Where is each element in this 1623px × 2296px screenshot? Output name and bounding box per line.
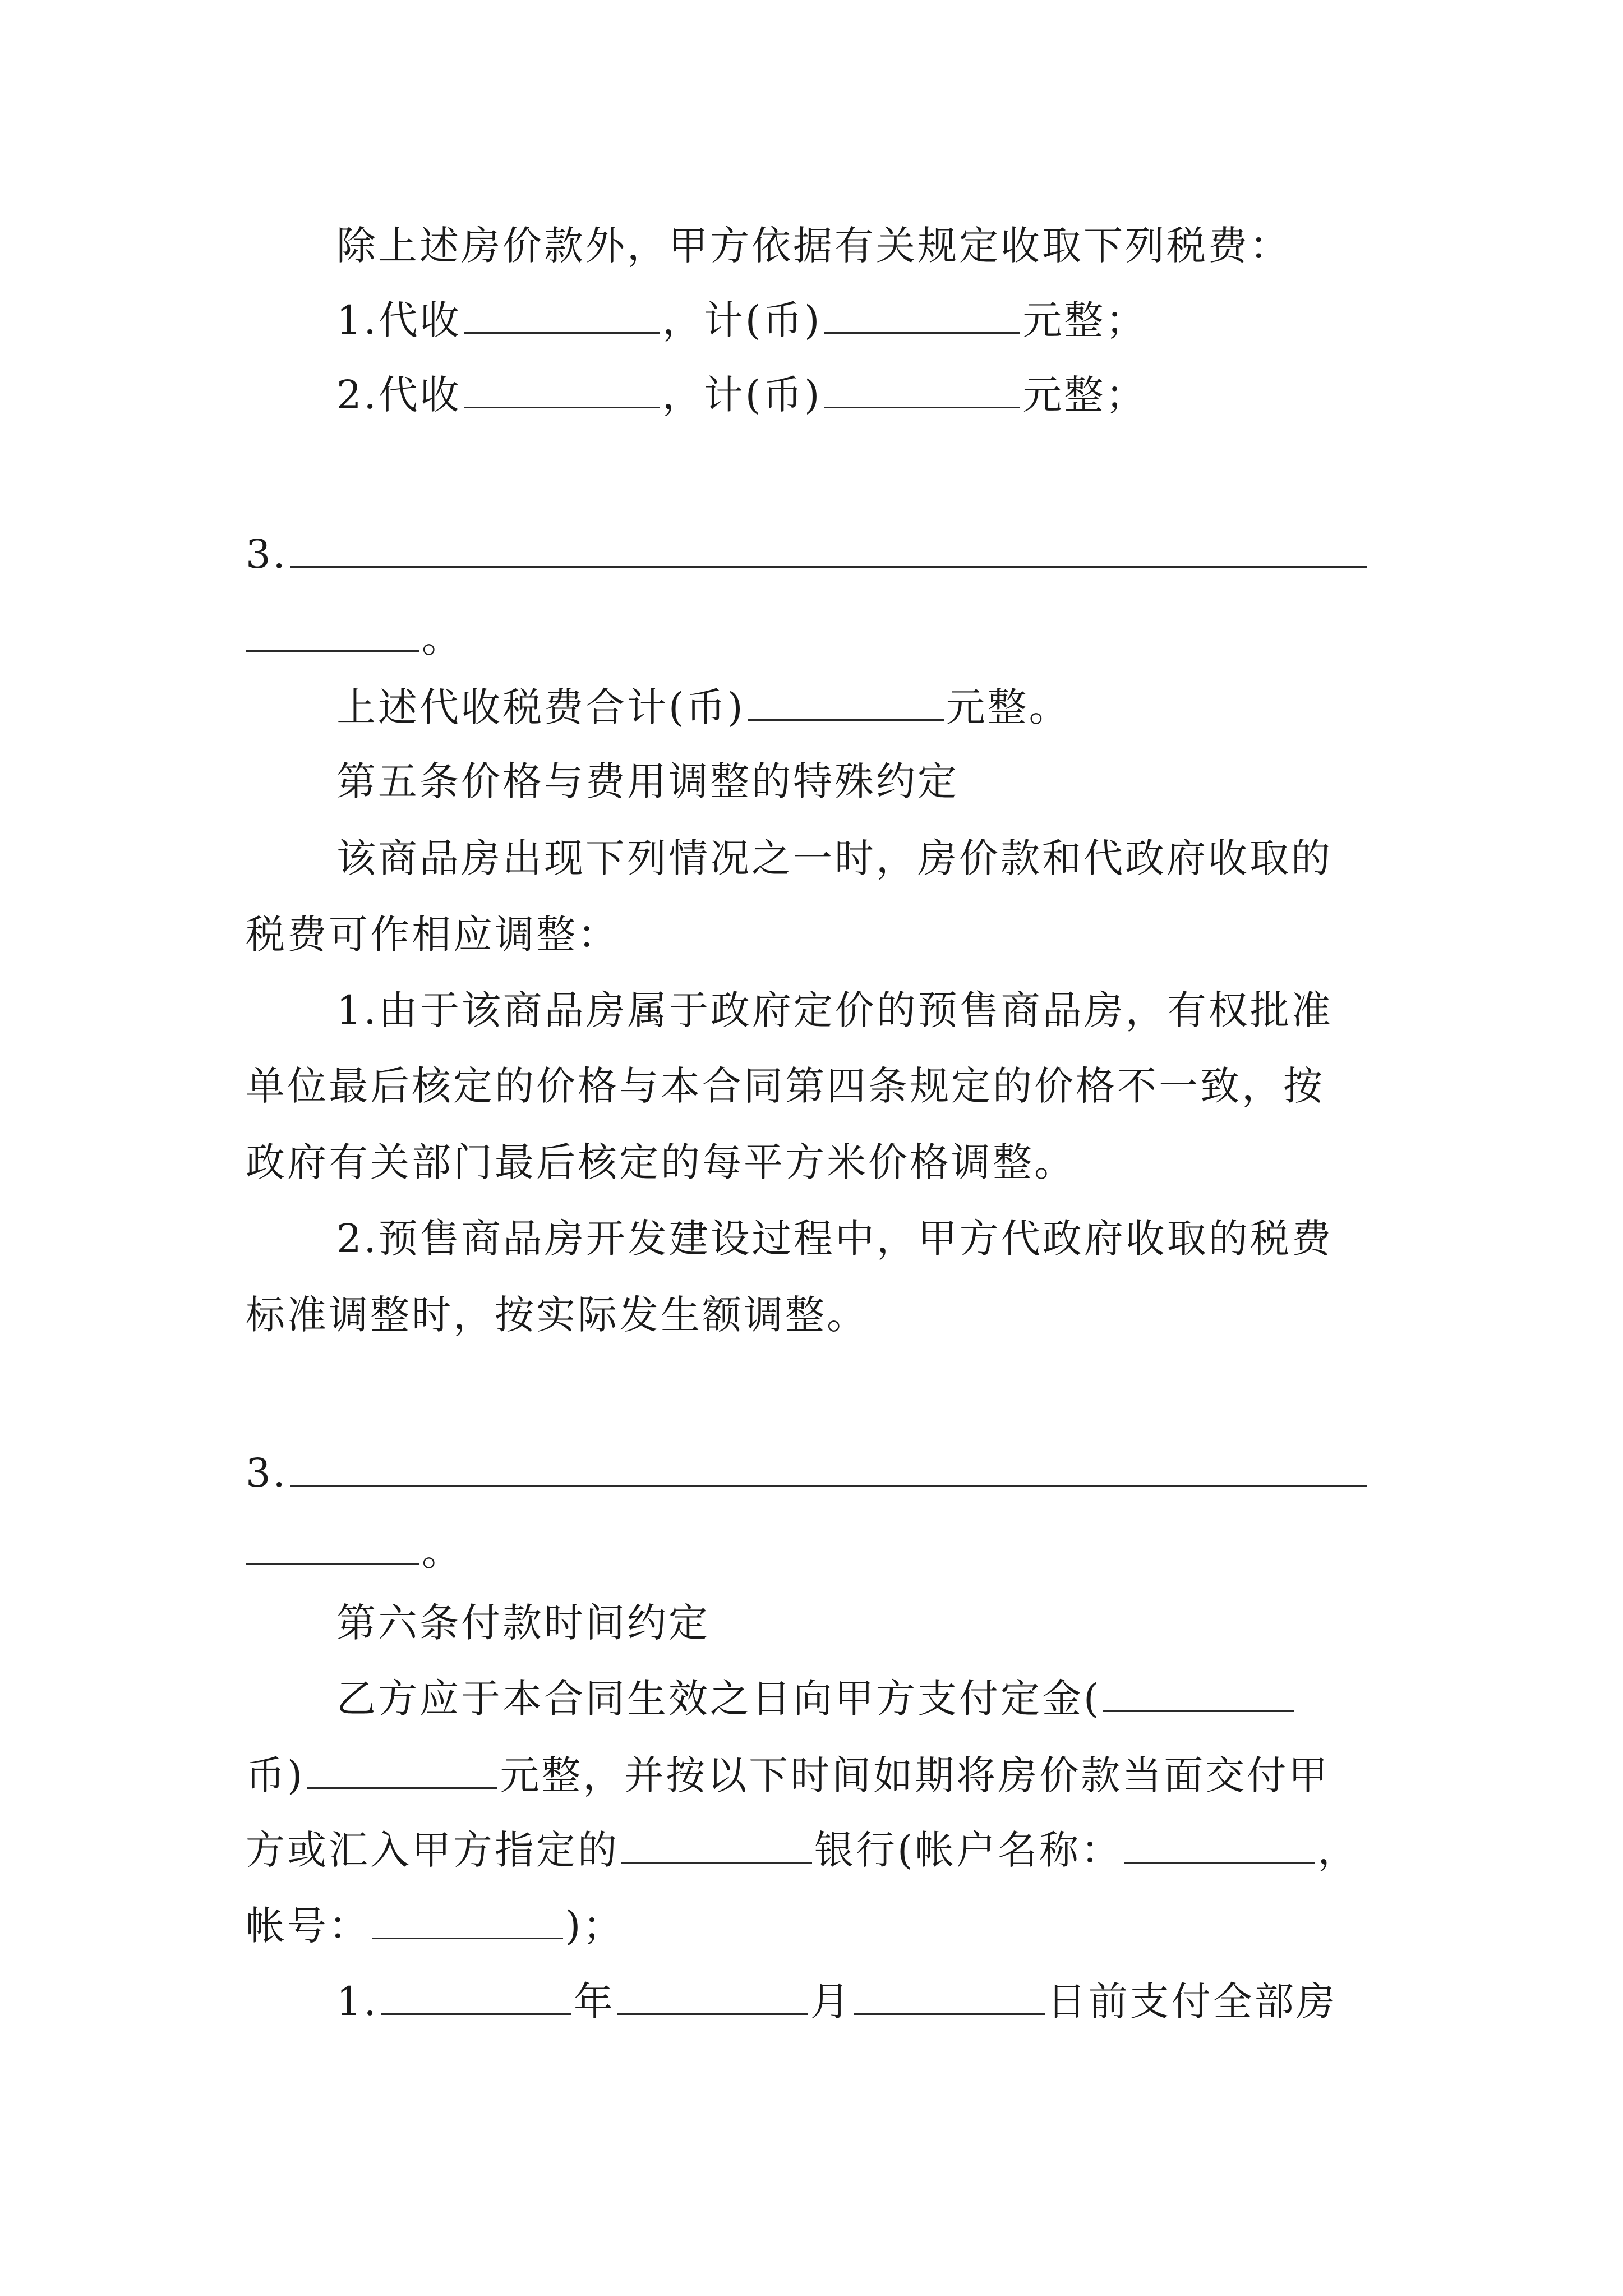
article5-item1-text-3: 政府有关部门最后核定的每平方米价格调整。: [246, 1139, 1076, 1185]
article5-item3: [246, 1446, 1369, 1500]
article6-p1-text-3a: 方或汇入甲方指定的: [246, 1827, 619, 1873]
article5-item2-line-2: [246, 1288, 868, 1342]
article5-item1-line-3: [246, 1135, 1076, 1189]
article5-item3-continued: [246, 1525, 463, 1579]
tax-item-3-blank-2: [246, 618, 419, 652]
article5-item1-text-2: 单位最后核定的价格与本合同第四条规定的价格不一致，按: [246, 1063, 1325, 1109]
article5-title-text: 第五条价格与费用调整的特殊约定: [336, 758, 959, 804]
article6-p1-text-2a: 币): [246, 1752, 305, 1798]
tax-item-2-prefix: 2.代收: [336, 372, 462, 418]
tax-item-1-suffix: 元整；: [1022, 297, 1147, 343]
article6-p1-text-3c: ，: [1317, 1827, 1359, 1873]
tax-item-3-prefix: 3.: [246, 531, 288, 577]
tax-item-3-blank: [290, 533, 1367, 568]
tax-item-2-suffix: 元整；: [1022, 372, 1147, 418]
article6-title-text: 第六条付款时间约定: [336, 1600, 710, 1646]
tax-item-1-name-blank: [464, 300, 660, 334]
article5-item1-line-2: [246, 1059, 1325, 1113]
article5-item2-text-1: 2.预售商品房开发建设过程中，甲方代政府收取的税费: [336, 1216, 1333, 1262]
article5-title: [336, 754, 959, 808]
article6-title: [336, 1596, 710, 1650]
article5-intro-text-2: 税费可作相应调整：: [246, 912, 619, 958]
article5-item2-line-1: [336, 1212, 1333, 1266]
article6-p1-text-1: 乙方应于本合同生效之日向甲方支付定金(: [336, 1676, 1101, 1722]
article5-item3-blank-2: [246, 1531, 419, 1565]
tax-total: [336, 680, 1071, 734]
tax-item-3-continued: [246, 611, 463, 665]
tax-item-2-mid: ，计(币): [662, 372, 822, 418]
tax-item-3: [246, 527, 1369, 581]
article5-intro-text-1: 该商品房出现下列情况之一时，房价款和代政府收取的: [336, 835, 1332, 881]
tax-item-2-amount-blank: [824, 374, 1020, 408]
deposit-currency-blank: [1103, 1678, 1294, 1712]
article6-p1-text-4a: 帐号：: [246, 1903, 370, 1949]
article6-p1-text-4b: )；: [565, 1903, 625, 1949]
article5-item3-prefix: 3.: [246, 1450, 288, 1496]
article6-item1-prefix: 1.: [336, 1978, 379, 2024]
article6-item1-suffix: 日前支付全部房: [1046, 1978, 1338, 2024]
payment-year-blank: [381, 1981, 571, 2015]
article5-item3-blank: [290, 1452, 1367, 1487]
tax-intro-text: 除上述房价款外，甲方依据有关规定收取下列税费：: [336, 223, 1291, 269]
article6-p1-line-4: [246, 1899, 624, 1953]
deposit-amount-blank: [307, 1755, 497, 1789]
tax-item-2: [336, 368, 1147, 422]
payment-day-blank: [854, 1981, 1045, 2015]
account-number-blank: [372, 1905, 563, 1939]
payment-month-blank: [617, 1981, 808, 2015]
article6-p1-text-2b: 元整，并按以下时间如期将房价款当面交付甲: [500, 1752, 1330, 1798]
bank-name-blank: [621, 1829, 812, 1864]
article5-item2-text-2: 标准调整时，按实际发生额调整。: [246, 1292, 868, 1338]
tax-item-3-end: 。: [422, 615, 463, 661]
article5-item1-line-1: [336, 983, 1333, 1037]
tax-item-2-name-blank: [464, 374, 660, 408]
article6-item1: [336, 1975, 1338, 2028]
account-name-blank: [1124, 1829, 1315, 1864]
tax-total-prefix: 上述代收税费合计(币): [336, 684, 745, 730]
article6-item1-year: 年: [573, 1978, 615, 2024]
article6-p1-line-2: [246, 1749, 1330, 1802]
tax-total-suffix: 元整。: [946, 684, 1071, 730]
tax-item-1-amount-blank: [824, 300, 1020, 334]
tax-item-1: [336, 293, 1147, 347]
article6-p1-line-3: [246, 1823, 1359, 1877]
article6-item1-month: 月: [810, 1978, 852, 2024]
tax-intro: [336, 219, 1291, 273]
article6-p1-line-1: [336, 1672, 1296, 1726]
tax-total-blank: [748, 687, 944, 721]
tax-item-1-prefix: 1.代收: [336, 297, 462, 343]
tax-item-1-mid: ，计(币): [662, 297, 822, 343]
article5-intro-line-1: [336, 831, 1332, 885]
article6-p1-text-3b: 银行(帐户名称：: [814, 1827, 1123, 1873]
article5-item1-text-1: 1.由于该商品房属于政府定价的预售商品房，有权批准: [336, 987, 1333, 1033]
article5-intro-line-2: [246, 908, 619, 961]
article5-item3-end: 。: [422, 1529, 463, 1575]
